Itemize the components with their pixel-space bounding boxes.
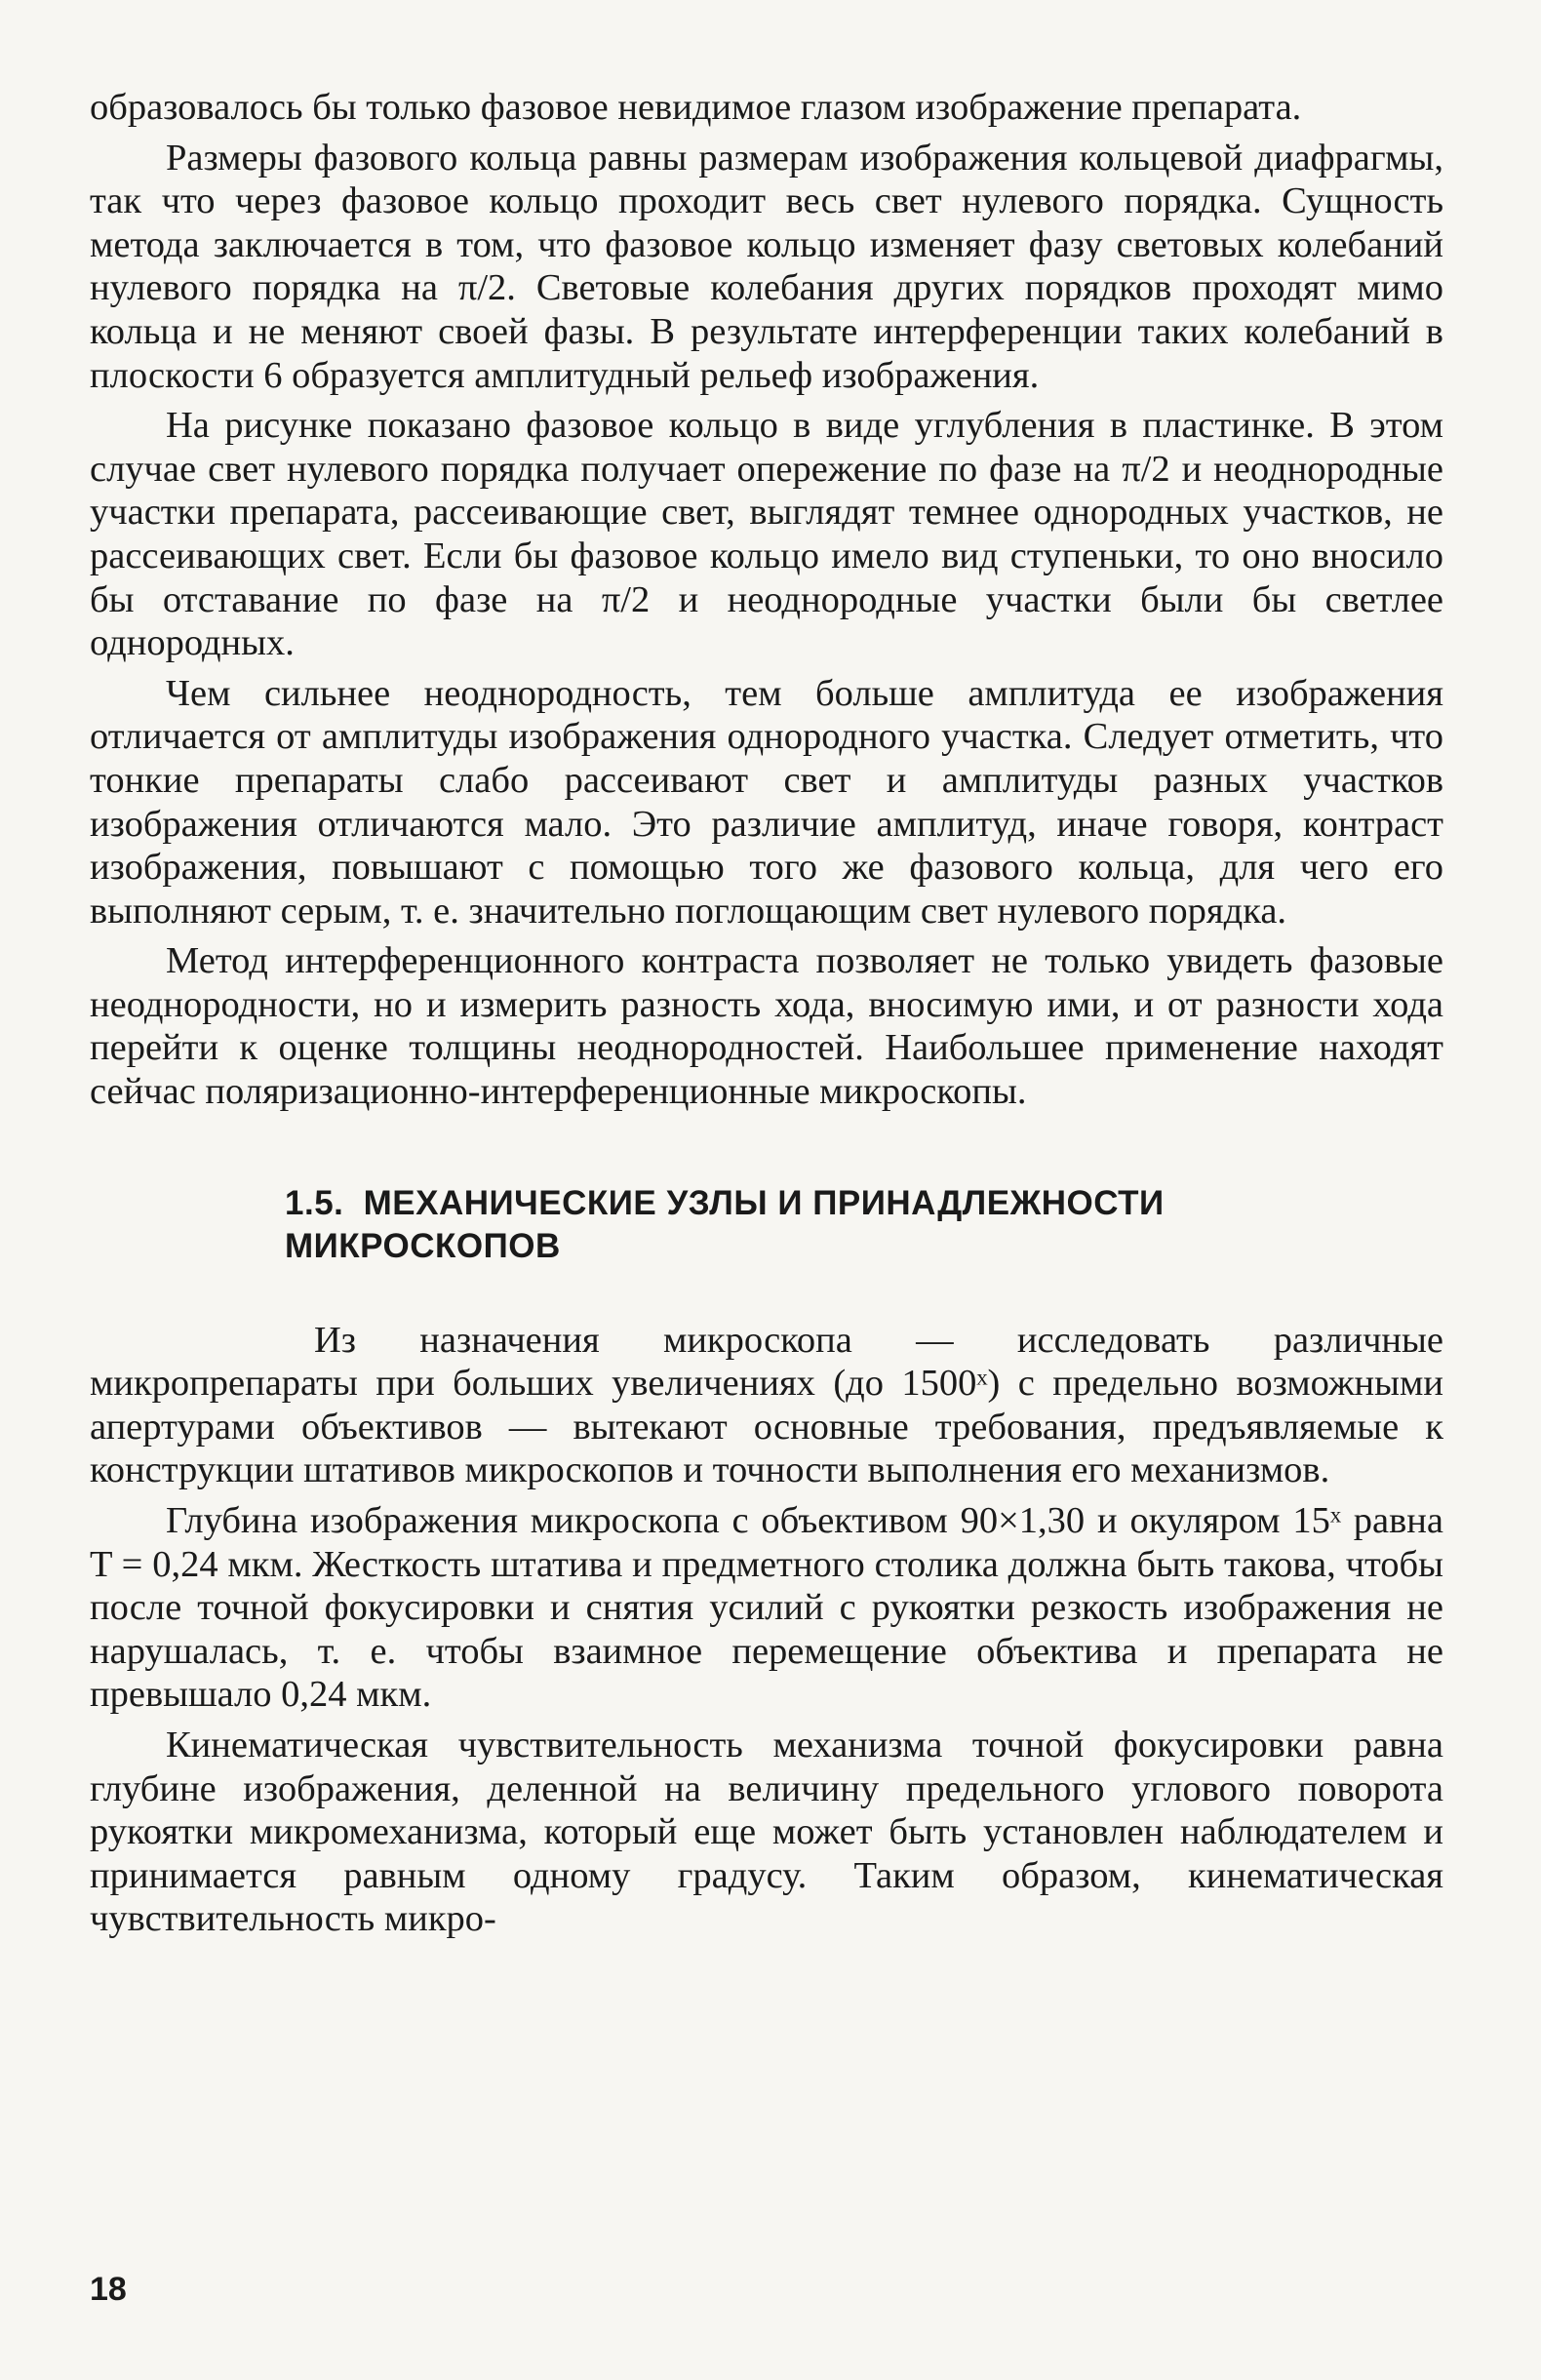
paragraph-phase-ring-size: Размеры фазового кольца равны размерам изображения кольцевой диафрагмы, так что через фазовое кольцо проходит весь свет нулевого порядка. Сущность метода заключается в том, что фазовое кольцо изменяет фазу световых колебаний нулевого порядка на π/2. Световые колебания других порядков проходят мимо кольца и не меняют своей фазы. В результате интерференции таких колебаний в плоскости 6 образуется амплитудный рельеф изображения. [90,137,1443,396]
section-title: МЕХАНИЧЕСКИЕ УЗЛЫ И ПРИНАДЛЕЖНОСТИ МИКРОСКОПОВ [285,1183,1165,1265]
paragraph-depth-of-field: Глубина изображения микроскопа с объективом 90×1,30 и окуляром 15ˣ равна T = 0,24 мкм. Жесткость штатива и предметного столика должна быть такова, чтобы после точной фокусировки и снятия усилий с рукоятки резкость изображения не нарушалась, т. е. чтобы взаимное перемещение объектива и препарата не превышало 0,24 мкм. [90,1500,1443,1716]
paragraph-interference-method: Метод интерференционного контраста позволяет не только увидеть фазовые неоднородности, но и измерить разность хода, вносимую ими, и от разности хода перейти к оценке толщины неоднородностей. Наибольшее применение находят сейчас поляризационно-интерференционные микроскопы. [90,940,1443,1113]
section-heading [90,1182,1443,1268]
paragraph-phase-ring-figure: На рисунке показано фазовое кольцо в виде углубления в пластинке. В этом случае свет нулевого порядка получает опережение по фазе на π/2 и неоднородные участки препарата, рассеивающие свет, выглядят темнее однородных участков, не рассеивающих свет. Если бы фазовое кольцо имело вид ступеньки, то оно вносило бы отставание по фазе на π/2 и неоднородные участки были бы светлее однородных. [90,405,1443,664]
section-number: 1.5. [285,1183,344,1222]
page-number: 18 [90,2271,127,2308]
paragraph-microscope-purpose: Из назначения микроскопа — исследовать различные микропрепараты при больших увеличениях (до 1500ˣ) с предельно возможными апертурами объективов — вытекают основные требования, предъявляемые к конструкции штативов микроскопов и точности выполнения его механизмов. [90,1319,1443,1491]
paragraph-kinematic-sensitivity: Кинематическая чувствительность механизма точной фокусировки равна глубине изображения, деленной на величину предельного углового поворота рукоятки микромеханизма, который еще может быть установлен наблюдателем и принимается равным одному градусу. Таким образом, кинематическая чувствительность микро- [90,1725,1443,1940]
paragraph-continuation: образовалось бы только фазовое невидимое глазом изображение препарата. [90,87,1302,128]
page-body [90,86,1443,1941]
paragraph-inhomogeneity: Чем сильнее неоднородность, тем больше амплитуда ее изображения отличается от амплитуды изображения однородного участка. Следует отметить, что тонкие препараты слабо рассеивают свет и амплитуды разных участков изображения отличаются мало. Это различие амплитуд, иначе говоря, контраст изображения, повышают с помощью того же фазового кольца, для чего его выполняют серым, т. е. значительно поглощающим свет нулевого порядка. [90,672,1443,932]
